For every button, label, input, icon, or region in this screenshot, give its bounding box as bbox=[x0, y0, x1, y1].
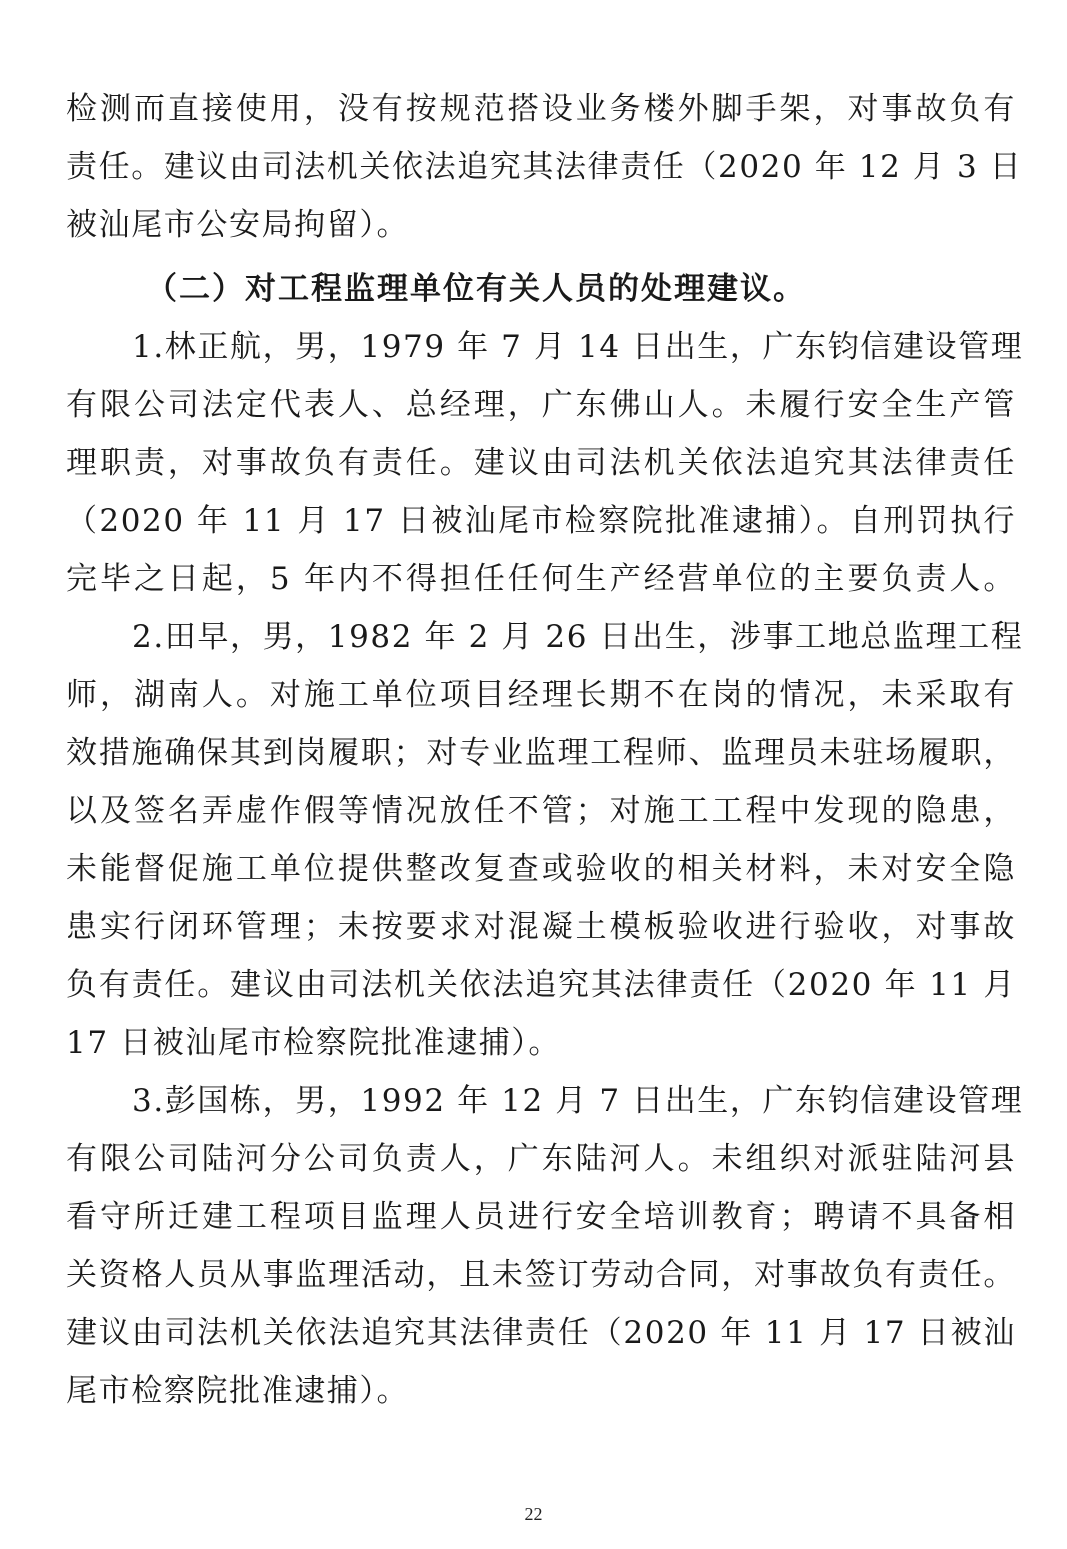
text-line: 有限公司法定代表人、总经理，广东佛山人。未履行安全生产管 bbox=[66, 387, 1016, 423]
page-number: 22 bbox=[524, 1504, 543, 1524]
text-line: 责任。建议由司法机关依法追究其法律责任（2020 年 12 月 3 日 bbox=[66, 149, 1023, 185]
text-line: 有限公司陆河分公司负责人，广东陆河人。未组织对派驻陆河县 bbox=[66, 1141, 1016, 1177]
text-line: 建议由司法机关依法追究其法律责任（2020 年 11 月 17 日被汕 bbox=[66, 1315, 1016, 1351]
text-line: 看守所迁建工程项目监理人员进行安全培训教育；聘请不具备相 bbox=[66, 1199, 1016, 1235]
text-line: 17 日被汕尾市检察院批准逮捕）。 bbox=[66, 1025, 561, 1061]
text-line: （2020 年 11 月 17 日被汕尾市检察院批准逮捕）。自刑罚执行 bbox=[66, 503, 1016, 539]
text-line: 患实行闭环管理；未按要求对混凝土模板验收进行验收，对事故 bbox=[66, 909, 1016, 945]
text-line: 理职责，对事故负有责任。建议由司法机关依法追究其法律责任 bbox=[66, 445, 1016, 481]
text-line: 检测而直接使用，没有按规范搭设业务楼外脚手架，对事故负有 bbox=[66, 91, 1016, 127]
text-line: 以及签名弄虚作假等情况放任不管；对施工工程中发现的隐患， bbox=[66, 793, 1016, 829]
text-line: 完毕之日起，5 年内不得担任任何生产经营单位的主要负责人。 bbox=[66, 561, 1016, 597]
text-line: 未能督促施工单位提供整改复查或验收的相关材料，未对安全隐 bbox=[66, 851, 1016, 887]
text-line: 被汕尾市公安局拘留）。 bbox=[66, 207, 410, 243]
text-line: 尾市检察院批准逮捕）。 bbox=[66, 1373, 410, 1409]
text-line: 效措施确保其到岗履职；对专业监理工程师、监理员未驻场履职， bbox=[66, 735, 1016, 771]
text-line: 师，湖南人。对施工单位项目经理长期不在岗的情况，未采取有 bbox=[66, 677, 1016, 713]
text-line: 2.田早，男，1982 年 2 月 26 日出生，涉事工地总监理工程 bbox=[132, 619, 1024, 655]
text-line: 负有责任。建议由司法机关依法追究其法律责任（2020 年 11 月 bbox=[66, 967, 1016, 1003]
section-heading: （二）对工程监理单位有关人员的处理建议。 bbox=[146, 271, 806, 307]
text-line: 3.彭国栋，男，1992 年 12 月 7 日出生，广东钧信建设管理 bbox=[132, 1083, 1024, 1119]
text-line: 1.林正航，男，1979 年 7 月 14 日出生，广东钧信建设管理 bbox=[132, 329, 1024, 365]
text-line: 关资格人员从事监理活动，且未签订劳动合同，对事故负有责任。 bbox=[66, 1257, 1016, 1293]
